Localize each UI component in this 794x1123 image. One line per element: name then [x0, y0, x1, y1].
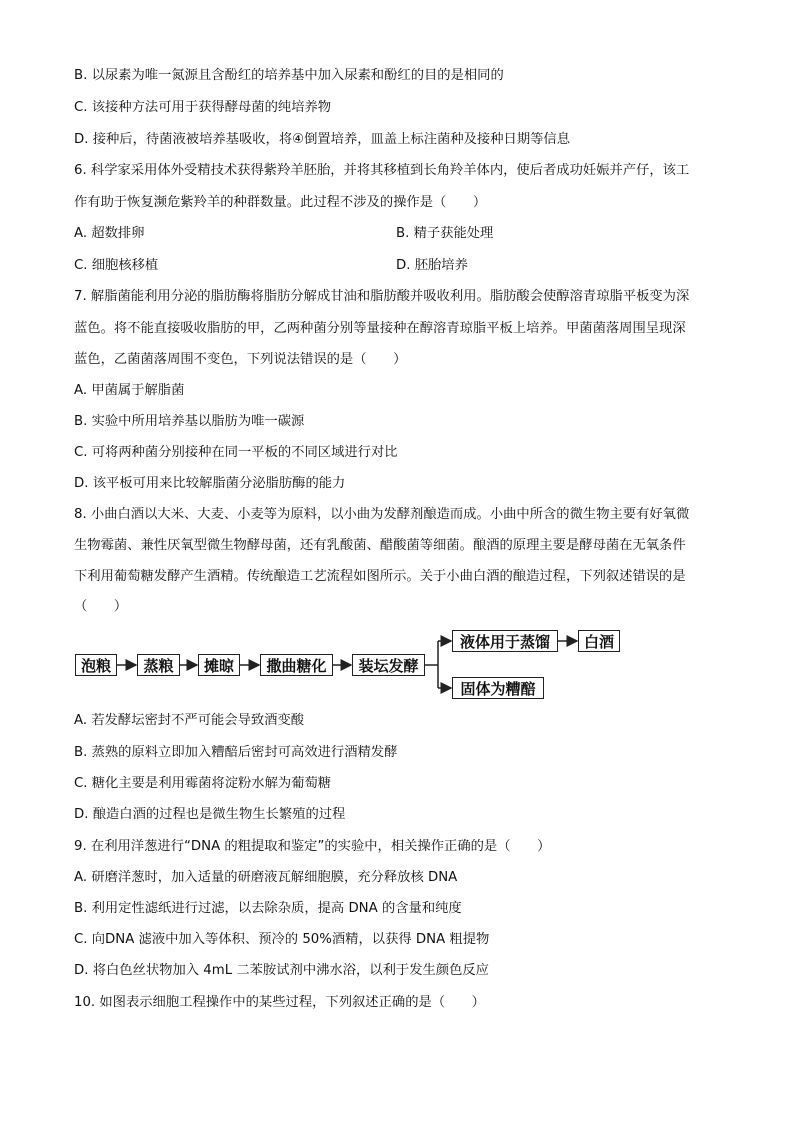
q6-option-a: A. 超数排卵 — [74, 226, 145, 241]
q8-option-d: D. 酿造白酒的过程也是微生物生长繁殖的过程 — [74, 807, 346, 822]
flow-liquor: 白酒 — [578, 630, 620, 652]
q7-stem-line3: 蓝色，乙菌菌落周围不变色，下列说法错误的是（ ） — [74, 352, 407, 367]
q5-option-d: D. 接种后，待菌液被培养基吸收，将④倒置培养，皿盖上标注菌种及接种日期等信息 — [74, 132, 571, 147]
q8-option-b: B. 蒸熟的原料立即加入糟醅后密封可高效进行酒精发酵 — [74, 745, 398, 760]
q8-stem-line3: 下利用葡萄糖发酵产生酒精。传统酿造工艺流程如图所示。关于小曲白酒的酿造过程，下列叙述错误的是 — [74, 569, 686, 584]
q7-option-c: C. 可将两种菌分别接种在同一平板的不同区域进行对比 — [74, 445, 398, 460]
flow-step-ferment: 装坛发酵 — [352, 654, 425, 676]
q9-stem: 9. 在利用洋葱进行“DNA 的粗提取和鉴定”的实验中，相关操作正确的是（ ） — [74, 839, 551, 854]
q5-option-b: B. 以尿素为唯一氮源且含酚红的培养基中加入尿素和酚红的目的是相同的 — [74, 68, 504, 83]
q6-option-d: D. 胚胎培养 — [396, 258, 468, 273]
q9-option-b: B. 利用定性滤纸进行过滤，以去除杂质，提高 DNA 的含量和纯度 — [74, 901, 462, 916]
flow-step-cool: 摊晾 — [198, 654, 240, 676]
branch-line — [425, 641, 438, 688]
q6-option-b: B. 精子获能处理 — [396, 226, 494, 241]
q6-stem-line2: 作有助于恢复濒危紫羚羊的种群数量。此过程不涉及的操作是（ ） — [74, 195, 487, 210]
q8-stem-line1: 8. 小曲白酒以大米、大麦、小麦等为原料，以小曲为发酵剂酿造而成。小曲中所含的微生物主要有好氧微 — [74, 507, 690, 522]
q5-option-c: C. 该接种方法可用于获得酵母菌的纯培养物 — [74, 100, 332, 115]
flow-liquid-distill: 液体用于蒸馏 — [452, 630, 558, 652]
flow-step-soak: 泡粮 — [75, 654, 117, 676]
flow-step-saccharify: 撒曲糖化 — [260, 654, 333, 676]
q10-stem: 10. 如图表示细胞工程操作中的某些过程，下列叙述正确的是（ ） — [74, 995, 485, 1010]
q9-option-d: D. 将白色丝状物加入 4mL 二苯胺试剂中沸水浴，以利于发生颜色反应 — [74, 963, 489, 978]
q7-option-a: A. 甲菌属于解脂菌 — [74, 383, 185, 398]
flow-solid-residue: 固体为糟醅 — [452, 677, 544, 699]
q7-stem-line1: 7. 解脂菌能利用分泌的脂肪酶将脂肪分解成甘油和脂肪酸并吸收利用。脂肪酸会使醇溶青琼脂平板变为深 — [74, 289, 690, 304]
q8-stem-line4: （ ） — [74, 599, 128, 614]
q6-option-c: C. 细胞核移植 — [74, 258, 159, 273]
q9-option-c: C. 向DNA 滤液中加入等体积、预冷的 50%酒精，以获得 DNA 粗提物 — [74, 932, 490, 947]
flow-step-steam: 蒸粮 — [137, 654, 180, 676]
q8-stem-line2: 生物霉菌、兼性厌氧型微生物酵母菌，还有乳酸菌、醋酸菌等细菌。酿酒的原理主要是酵母菌在无氧条件 — [74, 538, 686, 553]
q7-option-d: D. 该平板可用来比较解脂菌分泌脂肪酶的能力 — [74, 476, 346, 491]
q8-option-a: A. 若发酵坛密封不严可能会导致酒变酸 — [74, 713, 305, 728]
q8-option-c: C. 糖化主要是利用霉菌将淀粉水解为葡萄糖 — [74, 776, 332, 791]
q9-option-a: A. 研磨洋葱时，加入适量的研磨液瓦解细胞膜，充分释放核 DNA — [74, 870, 458, 885]
q7-stem-line2: 蓝色。将不能直接吸收脂肪的甲，乙两种菌分别等量接种在醇溶青琼脂平板上培养。甲菌菌落周围呈现深 — [74, 321, 686, 336]
q7-option-b: B. 实验中所用培养基以脂肪为唯一碳源 — [74, 414, 305, 429]
q6-stem-line1: 6. 科学家采用体外受精技术获得紫羚羊胚胎，并将其移植到长角羚羊体内，使后者成功妊娠并产仔，该工 — [74, 163, 690, 178]
